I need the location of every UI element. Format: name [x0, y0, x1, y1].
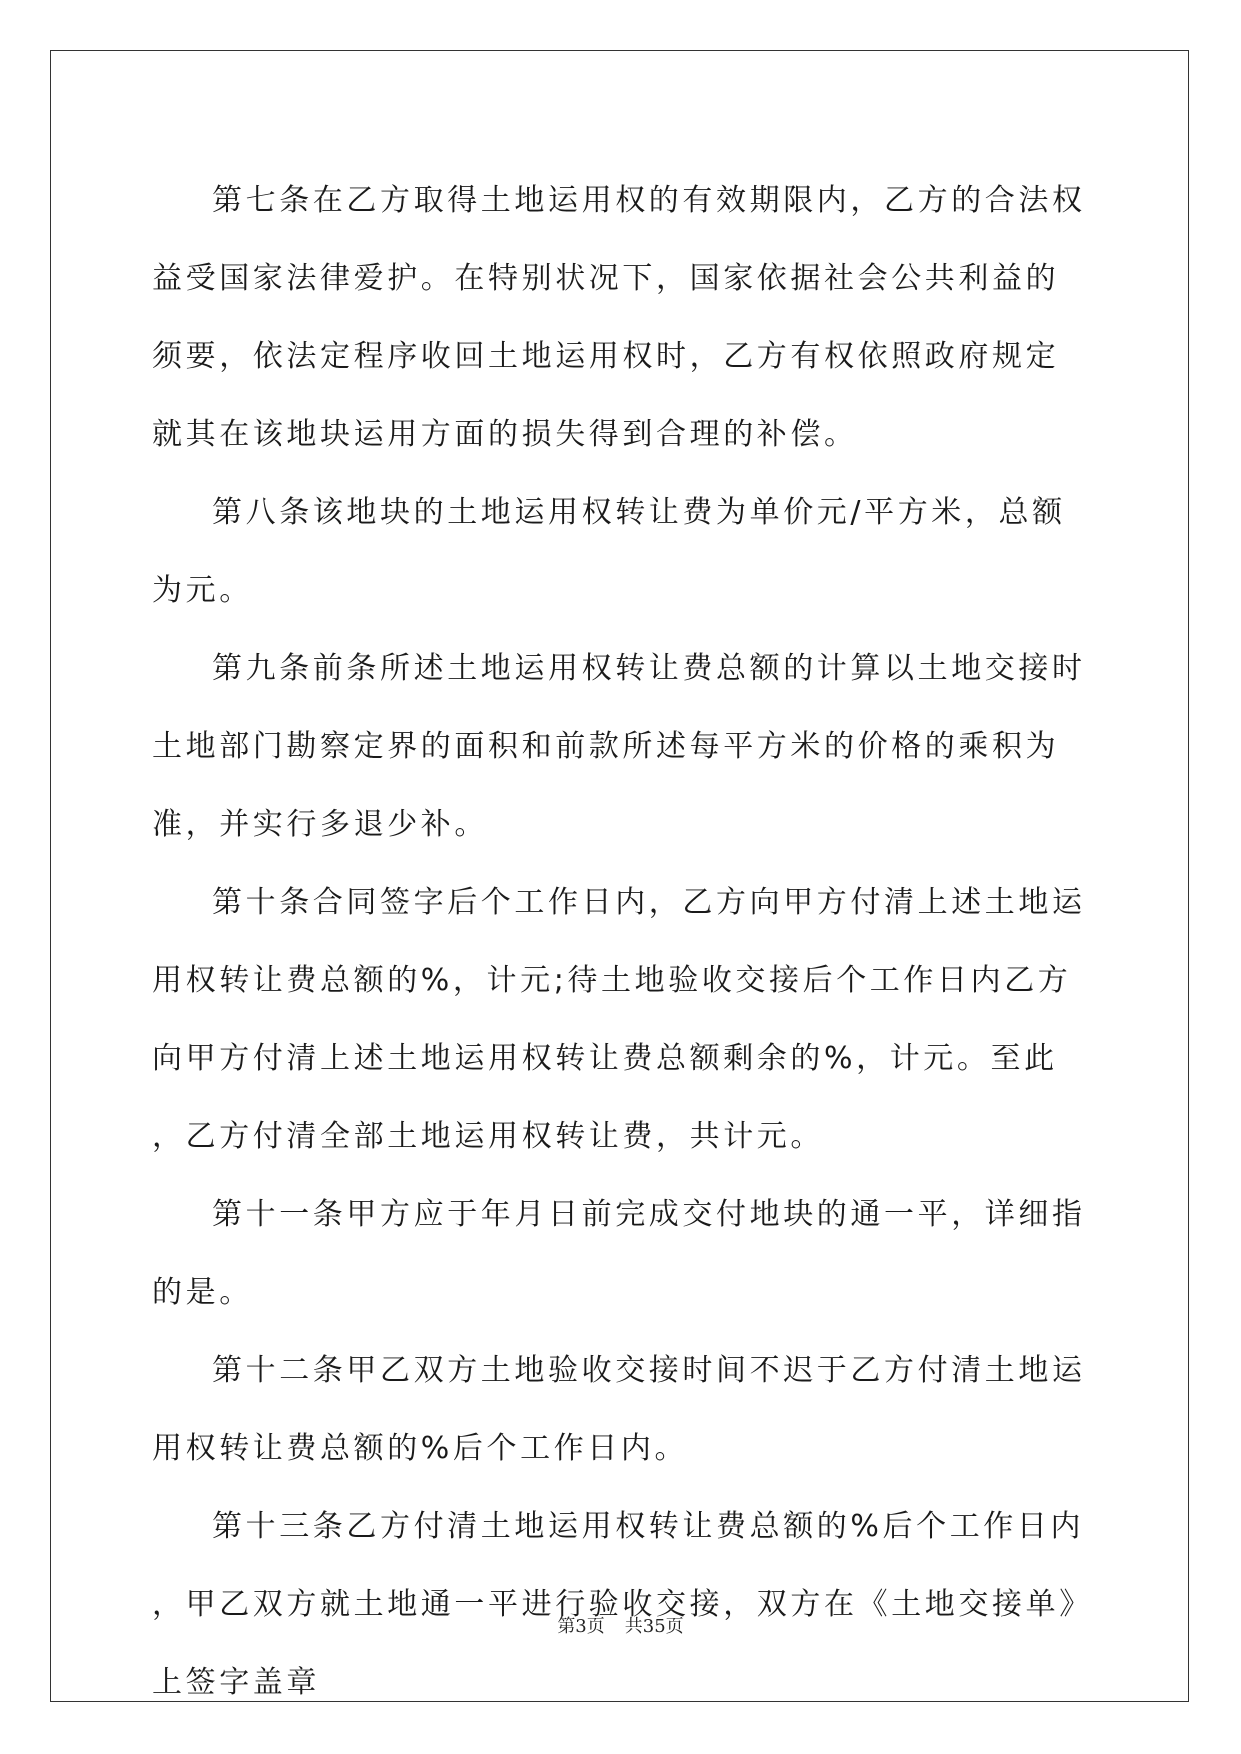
clause-8: 第八条该地块的土地运用权转让费为单价元/平方米，总额为元。: [152, 495, 1066, 608]
current-page-number: 第3页: [557, 1616, 605, 1637]
clause-11: 第十一条甲方应于年月日前完成交付地块的通一平，详细指的是。: [152, 1197, 1086, 1310]
page-footer: [0, 1612, 1241, 1638]
document-body: [152, 162, 1087, 1722]
clause-12: 第十二条甲乙双方土地验收交接时间不迟于乙方付清土地运用权转让费总额的%后个工作日内。: [152, 1353, 1086, 1466]
clause-10: 第十条合同签字后个工作日内，乙方向甲方付清上述土地运用权转让费总额的%，计元;待土地验收交接后个工作日内乙方向甲方付清上述土地运用权转让费总额剩余的%，计元。至此，乙方付清全部土地运用权转让费，共计元。: [152, 885, 1086, 1154]
total-pages: 共35页: [624, 1616, 684, 1637]
clause-7: 第七条在乙方取得土地运用权的有效期限内，乙方的合法权益受国家法律爱护。在特别状况下，国家依据社会公共利益的须要，依法定程序收回土地运用权时，乙方有权依照政府规定就其在该地块运用方面的损失得到合理的补偿。: [152, 183, 1086, 452]
clause-13: 第十三条乙方付清土地运用权转让费总额的%后个工作日内，甲乙双方就土地通一平进行验收交接，双方在《土地交接单》上签字盖章: [152, 1509, 1085, 1700]
clause-9: 第九条前条所述土地运用权转让费总额的计算以土地交接时土地部门勘察定界的面积和前款所述每平方米的价格的乘积为准，并实行多退少补。: [152, 651, 1086, 842]
